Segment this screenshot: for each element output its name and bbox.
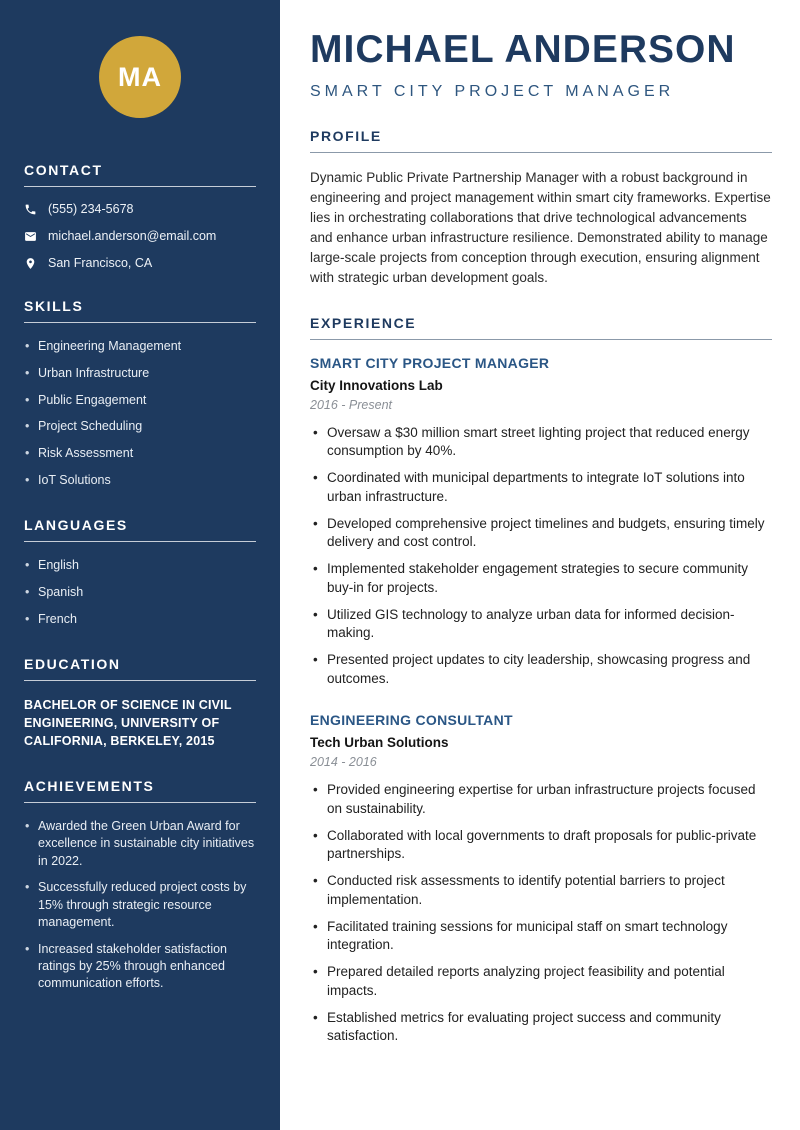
contact-heading: CONTACT [24,162,256,187]
achievements-section [24,778,256,992]
job-bullet: • Implemented stakeholder engagement strategies to secure community buy-in for projects. [310,560,772,597]
languages-heading: LANGUAGES [24,517,256,542]
achievement-item: • Awarded the Green Urban Award for excellence in sustainable city initiatives in 2022. [24,818,256,870]
contact-location-text: San Francisco, CA [48,256,153,270]
languages-list [24,557,256,628]
experience-heading: EXPERIENCE [310,315,772,340]
email-icon [24,230,37,243]
job-bullet: • Conducted risk assessments to identify potential barriers to project implementation. [310,872,772,909]
skills-section [24,298,256,489]
education-heading: EDUCATION [24,656,256,681]
skill-item: • Engineering Management [24,338,256,355]
job-bullet: • Collaborated with local governments to draft proposals for public-private partnerships. [310,827,772,864]
skill-item: • Public Engagement [24,392,256,409]
job-bullets [310,781,772,1046]
job-bullet: • Provided engineering expertise for urban infrastructure projects focused on sustainability. [310,781,772,818]
skills-list [24,338,256,489]
education-section [24,656,256,750]
phone-icon [24,203,37,216]
achievements-list [24,818,256,992]
experience-job [310,712,772,1046]
avatar-initials: MA [118,61,162,92]
contact-phone-text: (555) 234-5678 [48,202,134,216]
education-entry: BACHELOR OF SCIENCE IN CIVIL ENGINEERING, UNIVERSITY OF CALIFORNIA, BERKELEY, 2015 [24,697,232,748]
language-item: • English [24,557,256,574]
profile-text: Dynamic Public Private Partnership Manager with a robust background in engineering and project management within smart city frameworks. Expertise lies in orchestrating collaborations that drive technological advancements and enhance urban infrastructure resilience. Demonstrated ability to manage large-scale projects from conception through execution, ensuring alignment with strategic urban development goals. [310,169,771,285]
skill-item: • Project Scheduling [24,418,256,435]
job-dates: 2014 - 2016 [310,755,377,770]
main-content [280,0,800,1130]
job-bullet: • Developed comprehensive project timelines and budgets, ensuring timely delivery and cost control. [310,515,772,552]
experience-job [310,355,772,689]
candidate-name: MICHAEL ANDERSON [310,28,736,71]
job-dates: 2016 - Present [310,397,392,412]
contact-section [24,162,256,270]
profile-heading: PROFILE [310,128,772,153]
job-bullet: • Established metrics for evaluating project success and community satisfaction. [310,1009,772,1046]
skill-item: • IoT Solutions [24,472,256,489]
language-item: • French [24,611,256,628]
job-bullets [310,424,772,689]
contact-item-location [24,256,256,270]
job-bullet: • Facilitated training sessions for municipal staff on smart technology integration. [310,918,772,955]
contact-item-email [24,229,256,243]
avatar [99,36,181,118]
skill-item: • Risk Assessment [24,445,256,462]
job-title: SMART CITY PROJECT MANAGER [310,354,550,371]
skills-heading: SKILLS [24,298,256,323]
experience-section [310,315,772,1046]
achievement-item: • Increased stakeholder satisfaction ratings by 25% through enhanced communication efforts. [24,941,256,993]
job-bullet: • Prepared detailed reports analyzing project feasibility and potential impacts. [310,963,772,1000]
job-bullet: • Oversaw a $30 million smart street lighting project that reduced energy consumption by 40%. [310,424,772,461]
job-bullet: • Coordinated with municipal departments to integrate IoT solutions into urban infrastructure. [310,469,772,506]
achievement-item: • Successfully reduced project costs by 15% through strategic resource management. [24,879,256,931]
job-bullet: • Utilized GIS technology to analyze urban data for informed decision-making. [310,606,772,643]
sidebar [0,0,280,1130]
contact-email-text: michael.anderson@email.com [48,229,217,243]
job-title: ENGINEERING CONSULTANT [310,712,513,729]
achievements-heading: ACHIEVEMENTS [24,778,256,803]
job-bullet: • Presented project updates to city leadership, showcasing progress and outcomes. [310,651,772,688]
job-company: City Innovations Lab [310,377,443,393]
skill-item: • Urban Infrastructure [24,365,256,382]
candidate-headline: SMART CITY PROJECT MANAGER [310,82,675,100]
job-company: Tech Urban Solutions [310,735,449,751]
language-item: • Spanish [24,584,256,601]
profile-section [310,128,772,288]
contact-item-phone [24,202,256,216]
avatar-wrap [24,36,256,118]
location-icon [24,257,37,270]
languages-section [24,517,256,628]
